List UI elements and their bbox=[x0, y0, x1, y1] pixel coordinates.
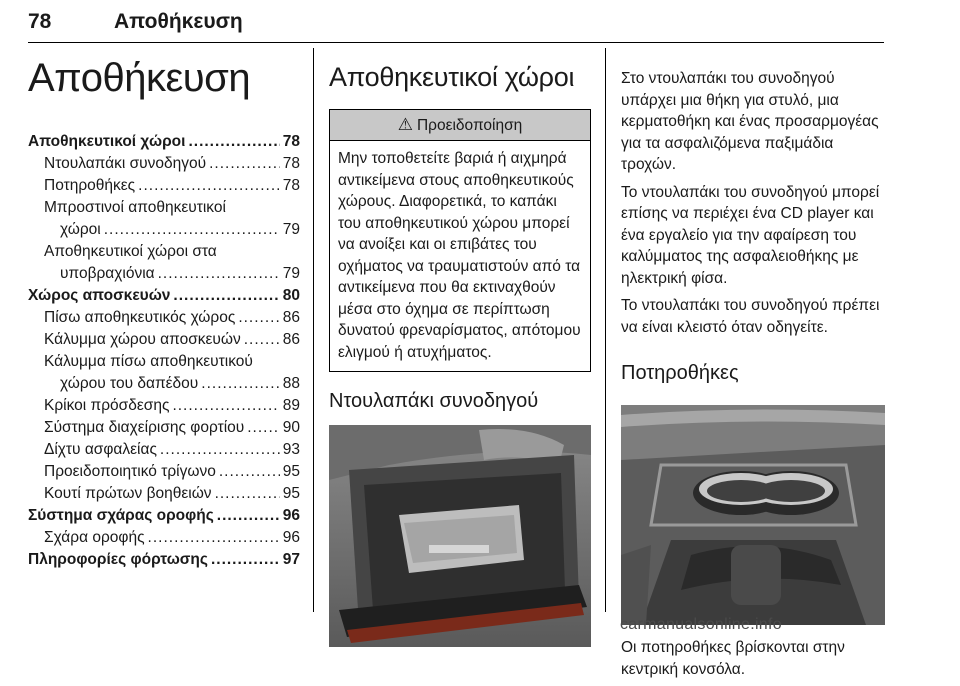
page-number: 78 bbox=[28, 10, 52, 33]
toc-entry-label: Κάλυμμα πίσω αποθηκευτικού bbox=[44, 353, 253, 370]
toc-leader-dots bbox=[188, 131, 279, 153]
toc-entry-label: Ποτηροθήκες bbox=[44, 177, 136, 194]
toc-entry[interactable] bbox=[28, 175, 300, 197]
toc-entry[interactable] bbox=[28, 549, 300, 571]
toc-leader-dots bbox=[172, 395, 279, 417]
cupholders-caption: Οι ποτηροθήκες βρίσκονται στην κεντρική κονσόλα. bbox=[621, 639, 845, 678]
toc-entry[interactable] bbox=[28, 417, 300, 439]
toc-entry[interactable] bbox=[28, 131, 300, 153]
toc-entry-label: Μπροστινοί αποθηκευτικοί bbox=[44, 199, 226, 216]
section-title: Αποθηκευτικοί χώροι bbox=[329, 62, 575, 92]
toc-leader-dots bbox=[160, 439, 280, 461]
toc-entry[interactable] bbox=[28, 329, 300, 351]
warning-triangle-icon: ⚠ bbox=[397, 115, 413, 134]
toc-entry[interactable] bbox=[28, 285, 300, 307]
toc-entry[interactable] bbox=[28, 395, 300, 417]
toc-leader-dots bbox=[148, 527, 280, 549]
toc-entry-label: Κάλυμμα χώρου αποσκευών bbox=[44, 331, 241, 348]
toc-entry-page: 95 bbox=[282, 485, 300, 502]
toc-leader-dots bbox=[173, 285, 279, 307]
warning-box bbox=[329, 109, 591, 372]
toc-leader-dots bbox=[244, 329, 280, 351]
storage-column bbox=[329, 46, 591, 647]
toc-entry-label: Πίσω αποθηκευτικός χώρος bbox=[44, 309, 236, 326]
toc-entry-label: Αποθηκευτικοί χώροι στα bbox=[44, 243, 217, 260]
toc-entry-page: 96 bbox=[282, 529, 300, 546]
toc-leader-dots bbox=[104, 219, 280, 241]
cupholder-column bbox=[621, 68, 885, 686]
toc-entry-page: 90 bbox=[282, 419, 300, 436]
glovebox-paragraph-1: Στο ντουλαπάκι του συνοδηγού υπάρχει μια θήκη για στυλό, μια κερματοθήκη και ένας προσαρμογέας για τα ασφαλιζόμενα παξιμάδια τροχών. bbox=[621, 70, 879, 173]
toc-leader-dots bbox=[247, 417, 280, 439]
toc-entry-page: 78 bbox=[282, 177, 300, 194]
toc-entry-label: Χώρος αποσκευών bbox=[28, 287, 171, 304]
toc-entry[interactable] bbox=[28, 307, 300, 329]
toc-entry-page: 79 bbox=[282, 265, 300, 282]
toc-leader-dots bbox=[215, 483, 280, 505]
toc-entry-label: Ντουλαπάκι συνοδηγού bbox=[44, 155, 207, 172]
toc-entry-label: Αποθηκευτικοί χώροι bbox=[28, 133, 186, 150]
toc-leader-dots bbox=[138, 175, 280, 197]
toc-entry-page: 96 bbox=[282, 507, 300, 524]
toc-entry[interactable] bbox=[28, 527, 300, 549]
toc-entry[interactable] bbox=[28, 219, 300, 241]
glovebox-paragraph-3: Το ντουλαπάκι του συνοδηγού πρέπει να είναι κλειστό όταν οδηγείτε. bbox=[621, 297, 880, 336]
toc-entry-label: υποβραχιόνια bbox=[60, 265, 155, 282]
header-rule bbox=[28, 42, 884, 43]
table-of-contents bbox=[28, 131, 300, 571]
column-divider-right bbox=[605, 48, 606, 612]
toc-entry-label: Σύστημα διαχείρισης φορτίου bbox=[44, 419, 245, 436]
column-divider-left bbox=[313, 48, 314, 612]
glovebox-paragraph-2: Το ντουλαπάκι του συνοδηγού μπορεί επίσης να περιέχει ένα CD player και ένα εργαλείο για την αφαίρεση του καλύμματος της ασφαλειοθήκης με ηλεκτρική φίσα. bbox=[621, 183, 880, 287]
toc-entry-page: 80 bbox=[282, 287, 300, 304]
running-title: Αποθήκευση bbox=[114, 10, 243, 33]
toc-leader-dots bbox=[209, 153, 280, 175]
toc-entry-label: Πληροφορίες φόρτωσης bbox=[28, 551, 208, 568]
warning-title: Προειδοποίηση bbox=[416, 117, 523, 134]
cupholder-photo bbox=[621, 405, 885, 625]
toc-entry[interactable] bbox=[28, 439, 300, 461]
toc-entry-label: Σχάρα οροφής bbox=[44, 529, 145, 546]
cupholders-heading: Ποτηροθήκες bbox=[621, 362, 739, 384]
toc-entry[interactable] bbox=[28, 505, 300, 527]
toc-entry[interactable] bbox=[28, 351, 300, 373]
glovebox-photo bbox=[329, 425, 591, 647]
toc-entry[interactable] bbox=[28, 461, 300, 483]
toc-entry-page: 78 bbox=[282, 155, 300, 172]
toc-entry-page: 79 bbox=[282, 221, 300, 238]
toc-entry[interactable] bbox=[28, 241, 300, 263]
toc-entry-page: 86 bbox=[282, 309, 300, 326]
warning-header bbox=[330, 110, 590, 141]
toc-entry-label: Δίχτυ ασφαλείας bbox=[44, 441, 157, 458]
toc-entry[interactable] bbox=[28, 373, 300, 395]
warning-text: Μην τοποθετείτε βαριά ή αιχμηρά αντικείμενα στους αποθηκευτικούς χώρους. Διαφορετικά, το καπάκι του αποθηκευτικού χώρου μπορεί να ανοίξει και οι επιβάτες του οχήματος να τραυματιστούν από τα αντικείμενα που θα εκτιναχθούν μέσα στο όχημα σε περίπτωση δυνατού φρεναρίσματος, απότομου ελιγμού ή ατυχήματος. bbox=[338, 150, 581, 361]
toc-entry[interactable] bbox=[28, 483, 300, 505]
chapter-title: Αποθήκευση bbox=[28, 56, 251, 100]
toc-entry-page: 95 bbox=[282, 463, 300, 480]
toc-leader-dots bbox=[201, 373, 279, 395]
toc-leader-dots bbox=[217, 505, 280, 527]
toc-entry-label: χώροι bbox=[60, 221, 101, 238]
toc-entry-label: χώρου του δαπέδου bbox=[60, 375, 199, 392]
toc-leader-dots bbox=[219, 461, 280, 483]
glovebox-heading: Ντουλαπάκι συνοδηγού bbox=[329, 390, 539, 412]
toc-entry-label: Κουτί πρώτων βοηθειών bbox=[44, 485, 212, 502]
toc-entry-label: Προειδοποιητικό τρίγωνο bbox=[44, 463, 216, 480]
toc-entry-page: 97 bbox=[282, 551, 300, 568]
watermark: carmanualsonline.info bbox=[620, 616, 782, 633]
toc-entry-label: Κρίκοι πρόσδεσης bbox=[44, 397, 170, 414]
toc-entry-page: 78 bbox=[282, 133, 300, 150]
toc-entry-label: Σύστημα σχάρας οροφής bbox=[28, 507, 214, 524]
page-header bbox=[28, 4, 884, 44]
toc-entry-page: 89 bbox=[282, 397, 300, 414]
chapter-contents-column bbox=[28, 46, 300, 571]
toc-entry[interactable] bbox=[28, 263, 300, 285]
toc-entry-page: 93 bbox=[282, 441, 300, 458]
toc-entry-page: 88 bbox=[282, 375, 300, 392]
toc-entry[interactable] bbox=[28, 153, 300, 175]
toc-leader-dots bbox=[238, 307, 279, 329]
toc-leader-dots bbox=[158, 263, 280, 285]
toc-leader-dots bbox=[211, 549, 280, 571]
toc-entry[interactable] bbox=[28, 197, 300, 219]
toc-entry-page: 86 bbox=[282, 331, 300, 348]
